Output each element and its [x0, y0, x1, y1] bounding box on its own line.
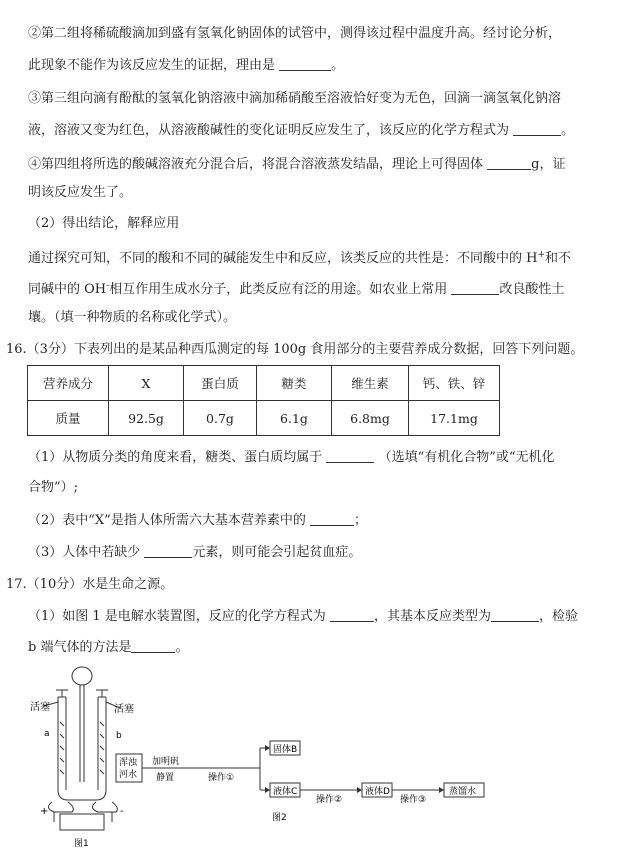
table-cell: 蛋白质: [184, 366, 257, 401]
q17-sub1-text2: ，其基本反应类型为: [373, 609, 491, 624]
table-cell: 6.1g: [257, 401, 332, 436]
table-cell: 钙、铁、锌: [409, 366, 500, 401]
liquid-c-label: 液体C: [273, 787, 298, 797]
answer-blank[interactable]: [279, 56, 331, 71]
q17-sub1-text4: b 端气体的方法是: [28, 640, 132, 655]
q16-sub3-end: 元素，则可能会引起贫血症。: [192, 545, 362, 560]
q15-item4-line1: [28, 155, 619, 174]
alum-step-label-2: 静置: [156, 773, 175, 783]
q15-item2-line1: ②第二组将稀硫酸滴加到盛有氢氧化钠固体的试管中，测得该过程中温度升高。经讨论分析，: [28, 26, 562, 41]
oh-ion-charge: -: [106, 281, 110, 291]
alum-step-label-1: 加明矾: [152, 757, 180, 767]
positive-terminal: +: [40, 806, 49, 817]
table-row: [28, 366, 500, 401]
electrode-b-label: b: [116, 731, 122, 741]
q17-sub1-line1: [28, 607, 619, 626]
q16-sub1-text: （1）从物质分类的角度来看，糖类、蛋白质均属于: [28, 450, 323, 465]
q15-item3-line1: ③第三组向滴有酚酞的氢氧化钠溶液中滴加稀硝酸至溶液恰好变为无色，回滴一滴氢氧化钠溶: [28, 91, 562, 106]
table-row: [28, 401, 500, 436]
q16-sub1-line1: [28, 448, 619, 467]
q15-item4-line2: 明该反应发生了。: [28, 185, 133, 200]
q15-item3-end: 。: [561, 123, 575, 138]
table-cell: 维生素: [332, 366, 409, 401]
table-cell: 糖类: [257, 366, 332, 401]
q16-sub3-text: （3）人体中若缺少: [28, 545, 141, 560]
q15-item3-line2: [28, 121, 619, 140]
table-cell: 6.8mg: [332, 401, 409, 436]
q15-part2-heading: （2）得出结论，解释应用: [28, 216, 180, 231]
answer-blank[interactable]: [487, 155, 531, 170]
solid-b-label: 固体B: [273, 745, 298, 755]
electrode-a-label: a: [44, 729, 50, 739]
q15-item2-end: 。: [331, 58, 345, 73]
liquid-d-label: 液体D: [365, 787, 390, 797]
negative-terminal: -: [120, 806, 124, 817]
operation-2-label: 操作②: [316, 795, 343, 805]
answer-blank[interactable]: [326, 448, 374, 463]
q16-sub3: [28, 543, 619, 562]
valve-left-label: 活塞: [30, 702, 50, 713]
q15-item4-unit: g，证: [531, 157, 566, 172]
answer-blank[interactable]: [513, 121, 561, 136]
operation-3-label: 操作③: [400, 795, 427, 805]
q15-part2-line3: 壤。（填一种物质的名称或化学式）。: [28, 310, 237, 325]
figure1-caption: 图1: [74, 839, 89, 849]
q17-sub1-end: 。: [175, 640, 189, 655]
q17-sub1-line2: [28, 638, 619, 657]
q17-sub1-text3: ，检验: [538, 609, 578, 624]
q16-sub2: [28, 511, 619, 530]
q15-part2-text2: 同碱中的 OH: [28, 282, 107, 297]
table-cell: 17.1mg: [409, 401, 500, 436]
q15-part2-text2b: 相互作用生成水分子，此类反应有泛的用途。如农业上常用: [109, 282, 448, 297]
answer-blank[interactable]: [451, 280, 499, 295]
source-label-1: 浑浊: [119, 758, 138, 768]
q15-part2-text2c: 改良酸性土: [499, 282, 565, 297]
q17-sub1-text: （1）如图 1 是电解水装置图，反应的化学方程式为: [28, 609, 326, 624]
q16-sub2-end: ；: [353, 513, 367, 528]
q16-sub1-hint: （选填“有机化合物”或“无机化: [378, 450, 555, 465]
table-cell: 营养成分: [28, 366, 109, 401]
valve-right-label: 活塞: [114, 704, 134, 715]
q16-sub1-line2: 合物”）;: [28, 480, 79, 495]
q16-header: 16.（3分）下表列出的是某品种西瓜测定的每 100g 食用部分的主要营养成分数据，回答下列问题。: [6, 342, 584, 357]
figure2-caption: 图2: [272, 813, 287, 823]
q15-part2-text1: 通过探究可知，不同的酸和不同的碱能发生中和反应，该类反应的共性是：不同酸中的 H: [28, 251, 538, 266]
table-cell: 0.7g: [184, 401, 257, 436]
answer-blank[interactable]: [131, 638, 175, 653]
q15-item3-text: 液，溶液又变为红色，从溶液酸碱性的变化证明反应发生了，该反应的化学方程式为: [28, 123, 510, 138]
q15-part2-line2: [28, 277, 619, 299]
q15-item4-text: ④第四组将所选的酸碱溶液充分混合后，将混合溶液蒸发结晶，理论上可得固体: [28, 157, 484, 172]
answer-blank[interactable]: [330, 607, 374, 622]
water-purification-figure: [112, 740, 492, 826]
table-cell: 92.5g: [109, 401, 184, 436]
answer-blank[interactable]: [144, 543, 192, 558]
q15-item2-text: 此现象不能作为该反应发生的证据，理由是: [28, 58, 276, 73]
table-cell: X: [109, 366, 184, 401]
table-cell: 质量: [28, 401, 109, 436]
q15-part2-line1: [28, 246, 619, 268]
nutrition-table: [27, 365, 500, 436]
source-label-2: 河水: [119, 770, 138, 780]
q15-part2-text1b: 和不: [545, 251, 572, 266]
answer-blank[interactable]: [491, 607, 539, 622]
q15-item2-line2: [28, 56, 619, 75]
operation-1-label: 操作①: [208, 773, 235, 783]
distilled-water-label: 蒸馏水: [449, 787, 477, 797]
answer-blank[interactable]: [310, 511, 354, 526]
q17-header: 17.（10分）水是生命之源。: [6, 577, 174, 592]
h-ion-charge: +: [537, 250, 546, 260]
q16-sub2-text: （2）表中“X”是指人体所需六大基本营养素中的: [28, 513, 306, 528]
